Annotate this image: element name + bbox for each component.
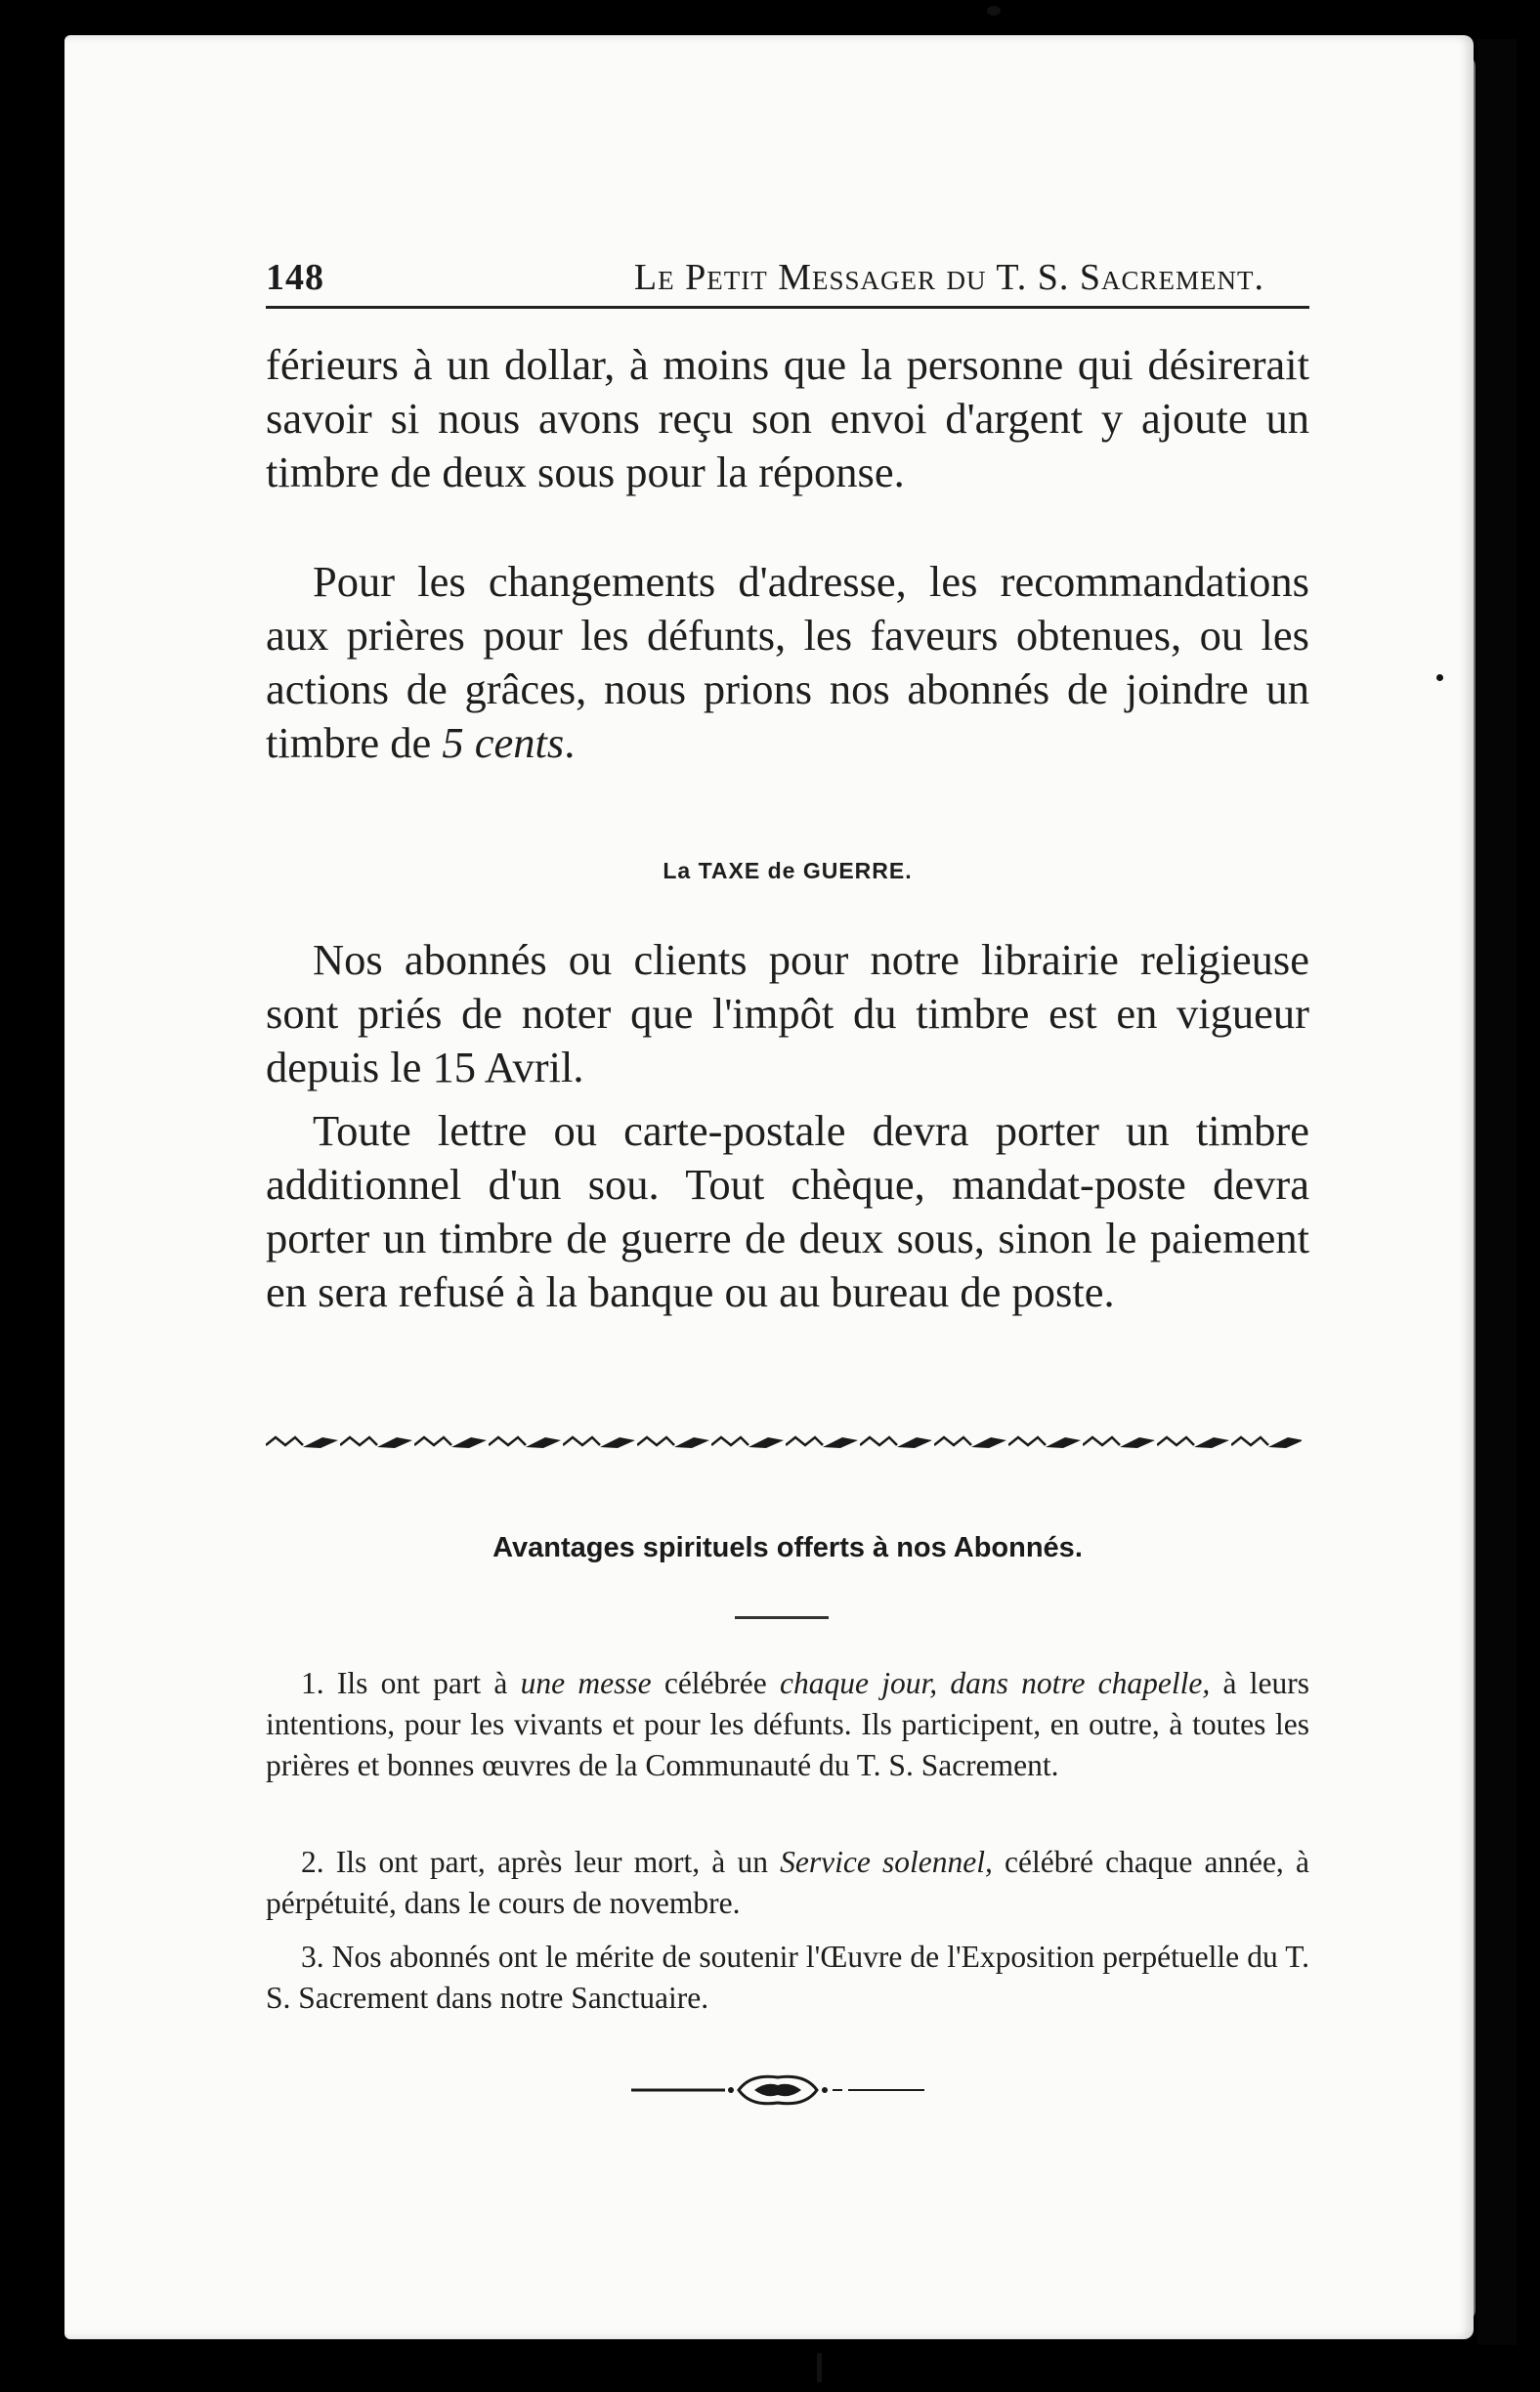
benefit-emphasis: une messe bbox=[520, 1666, 652, 1700]
fleuron-ornament bbox=[631, 2068, 924, 2113]
book-edge-shadow bbox=[1477, 39, 1517, 2345]
paragraph-letters-cheques: Toute lettre ou carte-postale devra porter un timbre additionnel d'un sou. Tout chèque, mandat-poste devra porter un timbre de guerre de deux sous, sinon le paiement en sera refusé à la banque ou au bureau de poste. bbox=[266, 1106, 1309, 1316]
paragraph-continued: férieurs à un dollar, à moins que la personne qui désirerait savoir si nous avons reçu son envoi d'argent y ajoute un timbre de deux sous pour la réponse. bbox=[266, 340, 1309, 496]
benefit-item-3: 3. Nos abonnés ont le mérite de soutenir l'Œuvre de l'Exposition perpétuelle du T. S. Sacrement dans notre Sanctuaire. bbox=[266, 1940, 1309, 2015]
paragraph-text: Pour les changements d'adresse, les recommandations aux prières pour les défunts, les faveurs obtenues, ou les actions de grâces, nous prions nos abonnés de joindre un timbre de bbox=[266, 557, 1309, 767]
paragraph-address-changes bbox=[266, 555, 1309, 770]
stamp-amount: 5 cents bbox=[442, 718, 565, 767]
benefit-item-1 bbox=[266, 1663, 1309, 1786]
header-rule bbox=[266, 306, 1309, 309]
benefit-text: célébrée bbox=[651, 1666, 780, 1700]
ornamental-divider bbox=[266, 1429, 1302, 1454]
war-tax-heading: La TAXE de GUERRE. bbox=[663, 858, 913, 883]
benefit-text: 1. Ils ont part à bbox=[301, 1666, 521, 1700]
benefit-text: à leurs intentions, pour les vivants et pour les défunts. Ils participent, en outre, à toutes les prières et bonnes œuvres de la Communauté du T. S. Sacrement. bbox=[266, 1666, 1309, 1782]
benefit-emphasis: chaque jour, dans notre chapelle, bbox=[779, 1666, 1211, 1700]
benefit-item-2 bbox=[266, 1842, 1309, 1924]
short-rule bbox=[735, 1616, 829, 1619]
benefit-text: 2. Ils ont part, après leur mort, à un bbox=[301, 1845, 781, 1879]
page-number: 148 bbox=[266, 257, 324, 298]
dust-speck bbox=[1436, 674, 1443, 681]
benefit-text: célébré chaque année, à pérpétuité, dans le cours de novembre. bbox=[266, 1845, 1309, 1920]
paragraph-stamp-tax: Nos abonnés ou clients pour notre librairie religieuse sont priés de noter que l'impôt du timbre est en vigueur depuis le 15 Avril. bbox=[266, 935, 1309, 1091]
running-title: Le Petit Messager du T. S. Sacrement. bbox=[633, 257, 1264, 298]
running-header bbox=[266, 256, 1264, 299]
dust-speck bbox=[817, 2353, 822, 2382]
benefit-emphasis: Service solennel, bbox=[780, 1845, 993, 1879]
paragraph-end: . bbox=[564, 718, 576, 767]
benefits-heading: Avantages spirituels offerts à nos Abonnés. bbox=[492, 1532, 1083, 1563]
dust-speck bbox=[987, 6, 1001, 16]
